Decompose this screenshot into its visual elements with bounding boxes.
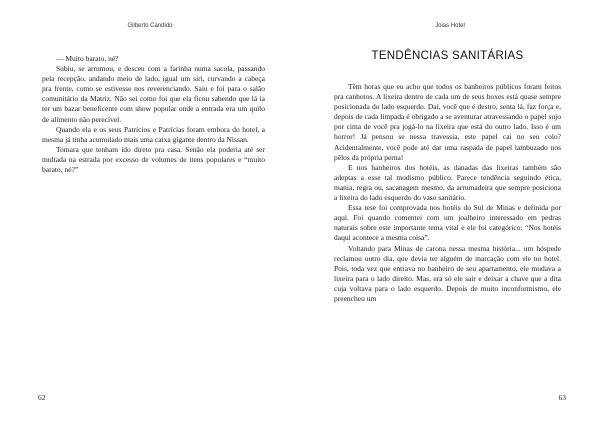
page-number-right: 63 [558, 393, 566, 402]
paragraph: Subiu, se arrumou, e desceu com a farinha numa sacola, passando pela recepção, andando meio de lado, igual um siri, curvando a cabeça pra frente, como se estivesse nos reverenciando. Saiu e foi para o salão comunitário da Matriz. Não sei como foi que ela ficou sabendo que lá ia ter um bazar beneficente com show popular onde a entrada era um quilo de alimento não perecível. [42, 64, 265, 124]
paragraph: Tomara que tenham ido direto pra casa. Senão ela poderia até ser multada na estrada por excesso de volumes de itens populares e “muito barato, né?” [42, 144, 265, 175]
right-page [300, 0, 600, 425]
paragraph: Quando ela e os seus Patrícios e Patrícias foram embora do hotel, a mesma já tinha acumulado mais uma caixa gigante dentro da Nissan. [42, 124, 265, 144]
running-head-author: Gilberto Candido [127, 23, 173, 29]
page-number-left: 62 [38, 393, 46, 402]
right-page-body [334, 82, 561, 304]
paragraph: — Muito barato, né? [56, 54, 119, 63]
paragraph: E nos banheiros dos hotéis, as danadas das lixeiras também são adeptas a esse tal modismo público. Parece tendência seguindo ética, mania, regra ou, sacanagem mesmo, da arrumadeira que sempre posiciona a lixeira do lado esquerdo do vaso sanitário. [334, 162, 561, 203]
running-head-book-title: Joias Hotel [435, 23, 465, 29]
paragraph: Voltando para Minas de carona nessa mesma história... um hóspede reclamou outro dia, que devia ter alguém de marcação com ele no hotel. Pois, toda vez que entrava no banheiro de seu apartamento, ele mudava a lixeira para o lado direito. Mas, era só ele sair e deixar a chave que a dita cuja voltava para o lado esquerdo. Depois de muito inconformismo, ele preencheu um [334, 243, 561, 303]
chapter-title: TENDÊNCIAS SANITÁRIAS [371, 50, 524, 62]
paragraph: Essa tese foi comprovada nos hotéis do Sul de Minas e definida por aqui. Foi quando comentei com um joalheiro interessado em pedras naturais sobre este importante tema vital e ele foi categórico: “Nos hotéis daqui acontece a mesma coisa”. [334, 203, 561, 243]
left-page-body [42, 54, 265, 175]
paragraph: Têm horas que eu acho que todos os banheiros públicos foram feitos pra canhotos. A lixeira dentro de cada um de seus boxes está quase sempre posicionada do lado esquerdo. Daí, você que é destro, senta lá, faz força e, depois de cada limpada é obrigado a se aventurar atravessando o papel sujo por cima de você pra jogá-lo na lixeira que está do outro lado. Isso é um horror! Já pensou se nessa travessia, este papel cai no seu colo? Acidentalmente, você pode até dar uma raspada de papel lambuzado nos pêlos da própria perna! [334, 82, 561, 162]
